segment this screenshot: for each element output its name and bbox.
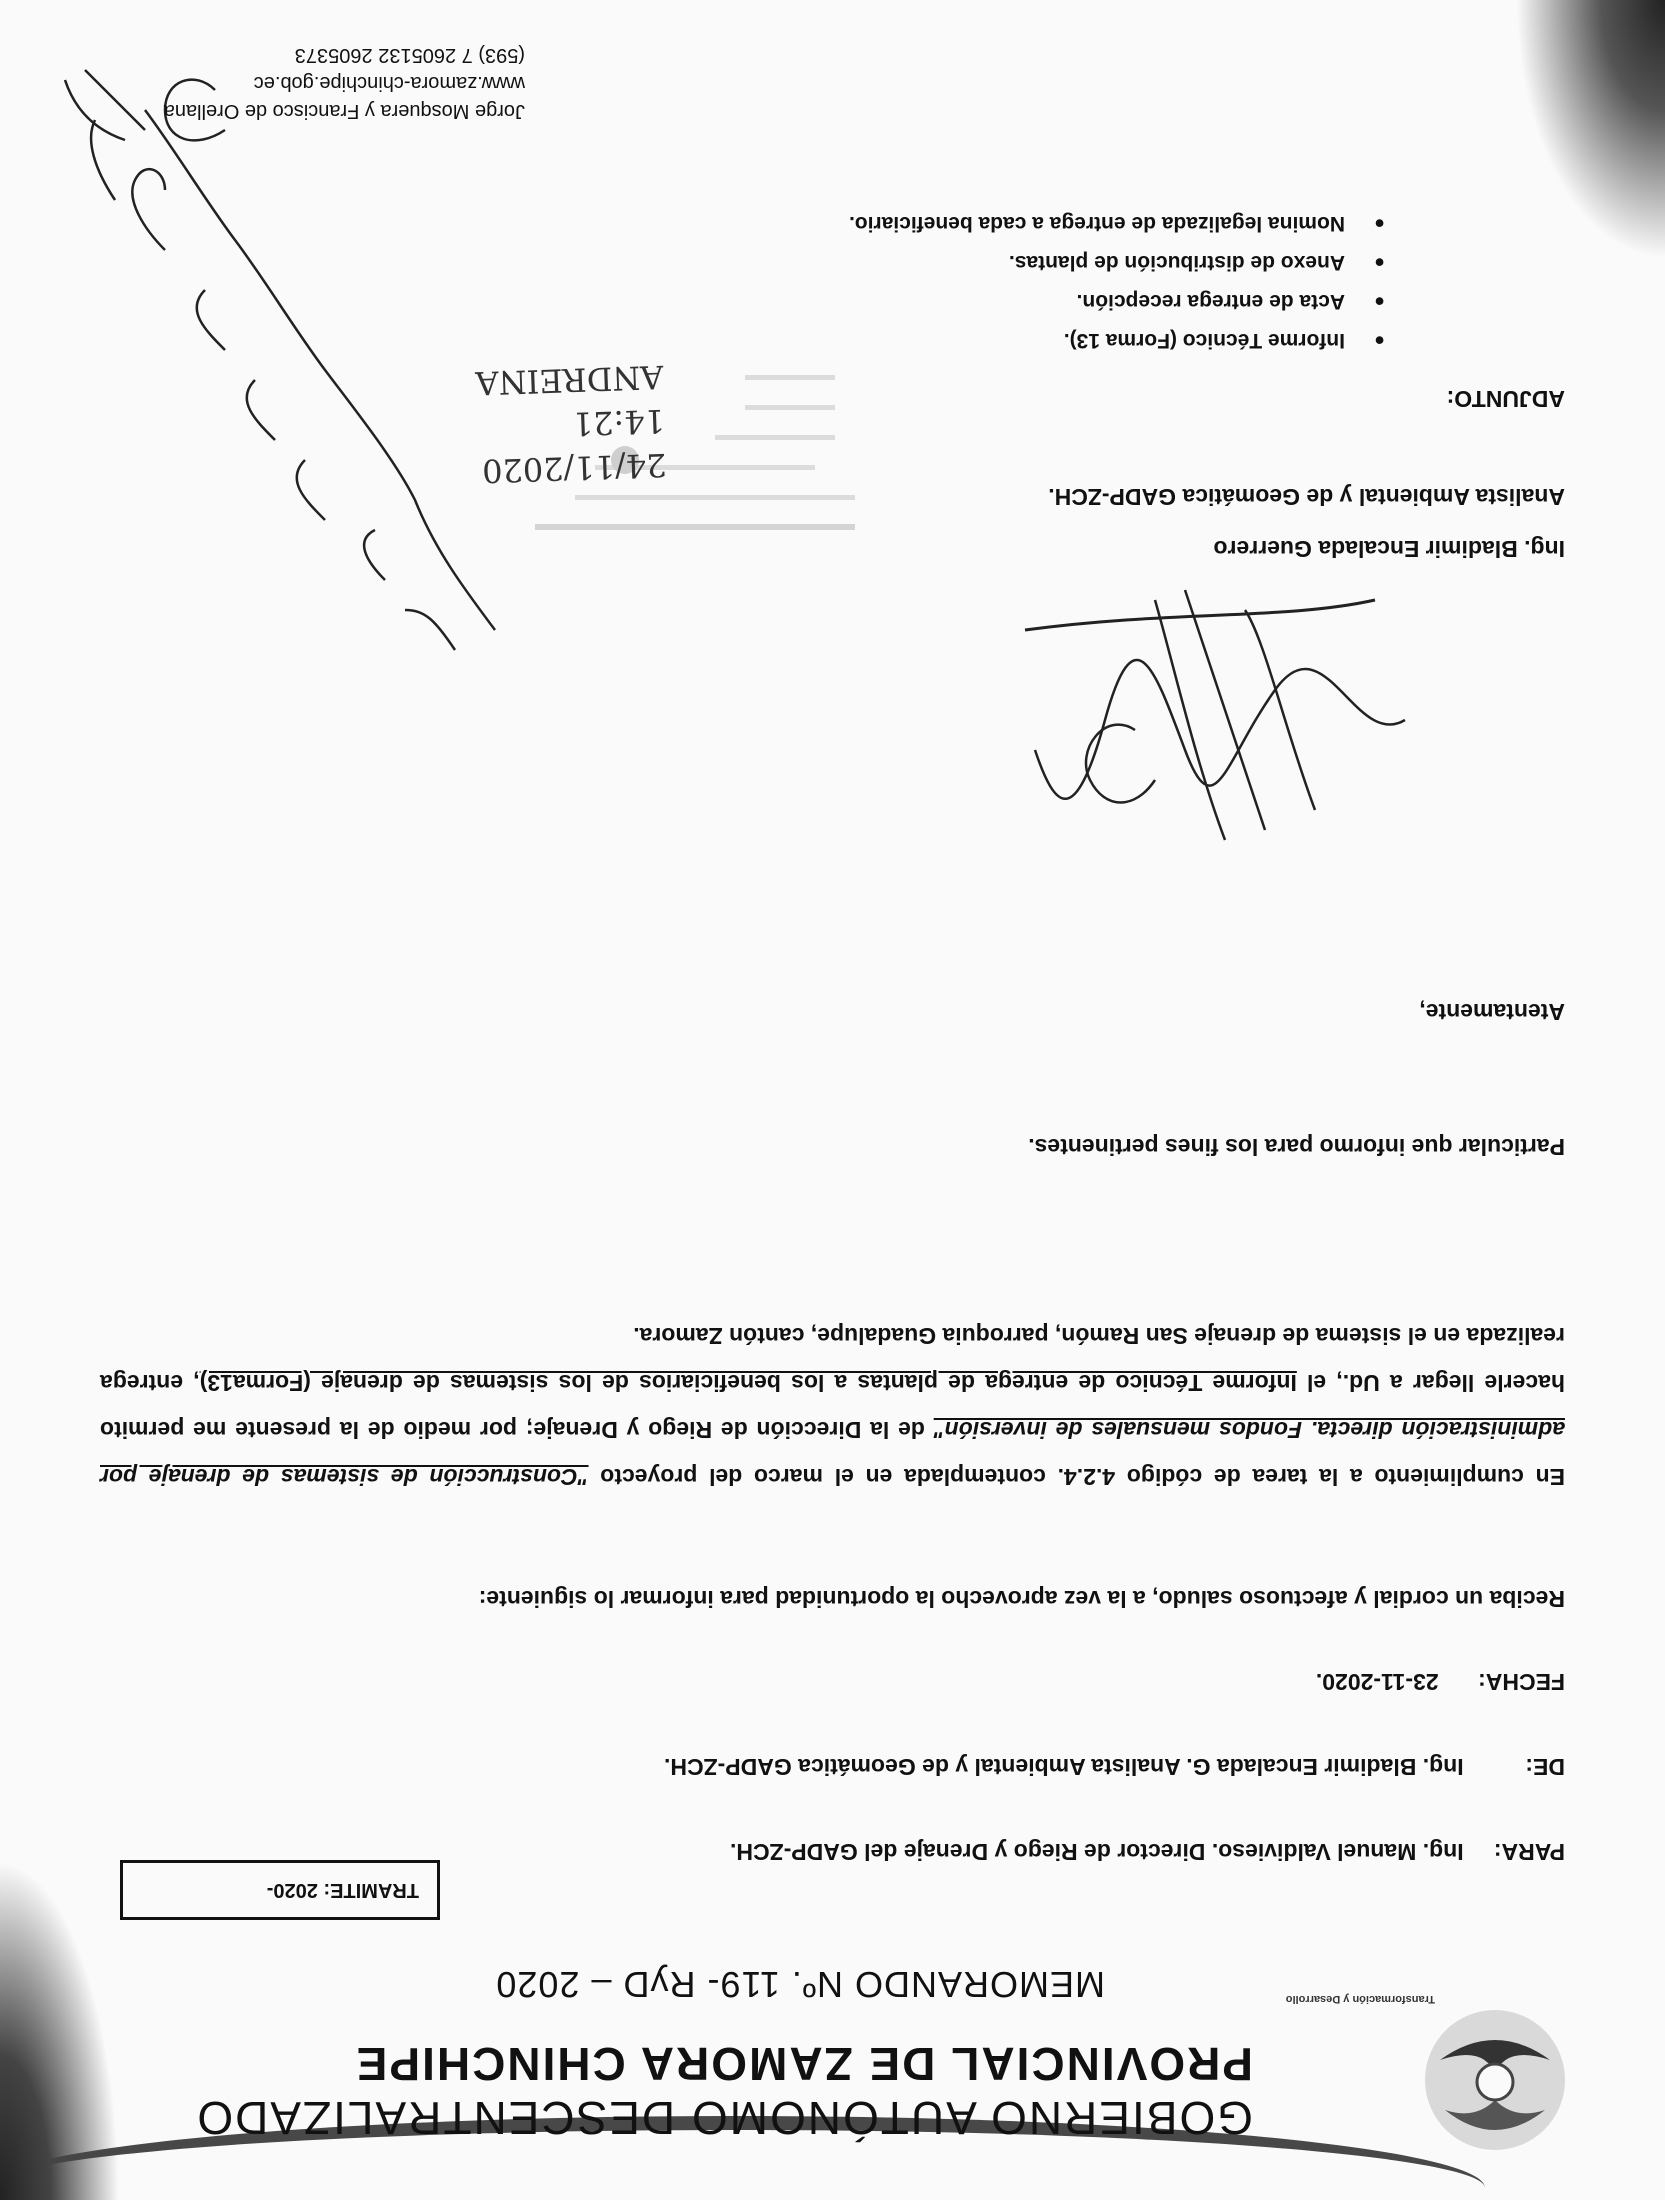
atentamente: Atentamente, — [1419, 999, 1565, 1025]
footer-contact — [164, 41, 525, 125]
field-de — [664, 1753, 1565, 1780]
adjunto-item-label: Nomina legalizada de entrega a cada beneficiario. — [848, 212, 1345, 235]
field-de-value: Ing. Bladimir Encalada G. Analista Ambiental y de Geomática GADP-ZCH. — [663, 1754, 1464, 1780]
footer-website: www.zamora-chinchipe.gob.ec — [253, 72, 525, 94]
field-fecha-value: 23-11-2020. — [1315, 1669, 1439, 1695]
adjunto-item-label: Informe Técnico (Forma 13). — [1063, 329, 1345, 352]
adjunto-title: ADJUNTO: — [1446, 386, 1565, 412]
stamp-time: 14:21 — [572, 401, 666, 443]
list-item — [849, 321, 1385, 360]
greeting-paragraph: Reciba un cordial y afectuoso saludo, a la vez aprovecho la oportunidad para informar lo siguiente: — [478, 1586, 1565, 1612]
field-de-label: DE: — [1525, 1754, 1565, 1780]
institution-title — [195, 2037, 1253, 2145]
handwritten-annotation — [5, 50, 525, 670]
field-para — [730, 1838, 1565, 1865]
informe-reference: Informe Técnico de entrega de plantas a los beneficiarios de los sistemas de drenaje (Forma13) — [199, 1370, 1297, 1396]
signer-role: Analista Ambiental y de Geomática GADP-ZCH. — [1048, 484, 1565, 510]
tramite-box: TRAMITE: 2020- — [120, 1860, 440, 1920]
logo-tagline: Transformación y Desarrollo — [1285, 1993, 1435, 2005]
main-paragraph-part1: En cumplimiento a la tarea de código 4.2.4. contemplada en el marco del proyecto — [588, 1464, 1565, 1490]
list-item — [849, 243, 1385, 282]
field-para-label: PARA: — [1493, 1839, 1565, 1865]
scan-corner-shadow — [0, 1860, 120, 2200]
bullet-icon: ● — [1374, 253, 1385, 273]
signer-name: Ing. Bladimir Encalada Guerrero — [1213, 536, 1565, 562]
stamp-signed-by: ANDREINA — [474, 357, 665, 403]
main-paragraph-part3: , entrega realizada en el sistema de drenaje San Ramón, parroquia Guadalupe, cantón Zamora. — [100, 1323, 1565, 1396]
main-paragraph-part2: de la Dirección de Riego y Drenaje; por medio de la presente me permito hacerle llegar a Ud., el — [100, 1370, 1565, 1443]
memo-number: MEMORANDO Nº. 119- RyD – 2020 — [495, 1964, 1105, 2005]
scan-corner-shadow-bottom — [1515, 0, 1665, 260]
main-paragraph — [100, 1312, 1565, 1500]
stamp-date: 24/11/2020 — [481, 445, 668, 491]
list-item — [848, 204, 1385, 243]
particular-line: Particular que informo para los fines pertinentes. — [1028, 1134, 1565, 1160]
bullet-icon: ● — [1374, 331, 1385, 351]
list-item — [849, 282, 1385, 321]
footer-phone: (593) 7 2605132 2605373 — [294, 44, 525, 66]
institution-title-line2: PROVINCIAL DE ZAMORA CHINCHIPE — [354, 2038, 1253, 2090]
field-para-value: Ing. Manuel Valdivieso. Director de Riego y Drenaje del GADP-ZCH. — [730, 1839, 1464, 1865]
adjunto-item-label: Anexo de distribución de plantas. — [1008, 251, 1345, 274]
handwritten-signature — [1015, 570, 1435, 870]
gadp-logo-icon — [1405, 1990, 1585, 2170]
institution-title-line1: GOBIERNO AUTÓNOMO DESCENTRALIZADO — [195, 2092, 1253, 2144]
field-fecha-label: FECHA: — [1478, 1669, 1565, 1695]
adjunto-list — [848, 204, 1385, 360]
project-name: "Construcción de sistemas de drenaje por administración directa. Fondos mensuales de inversión" — [100, 1417, 1565, 1490]
bullet-icon: ● — [1374, 292, 1385, 312]
field-fecha — [1316, 1668, 1565, 1695]
footer-address: Jorge Mosquera y Francisco de Orellana — [163, 100, 525, 122]
bullet-icon: ● — [1374, 214, 1385, 234]
adjunto-item-label: Acta de entrega recepción. — [1076, 290, 1345, 313]
